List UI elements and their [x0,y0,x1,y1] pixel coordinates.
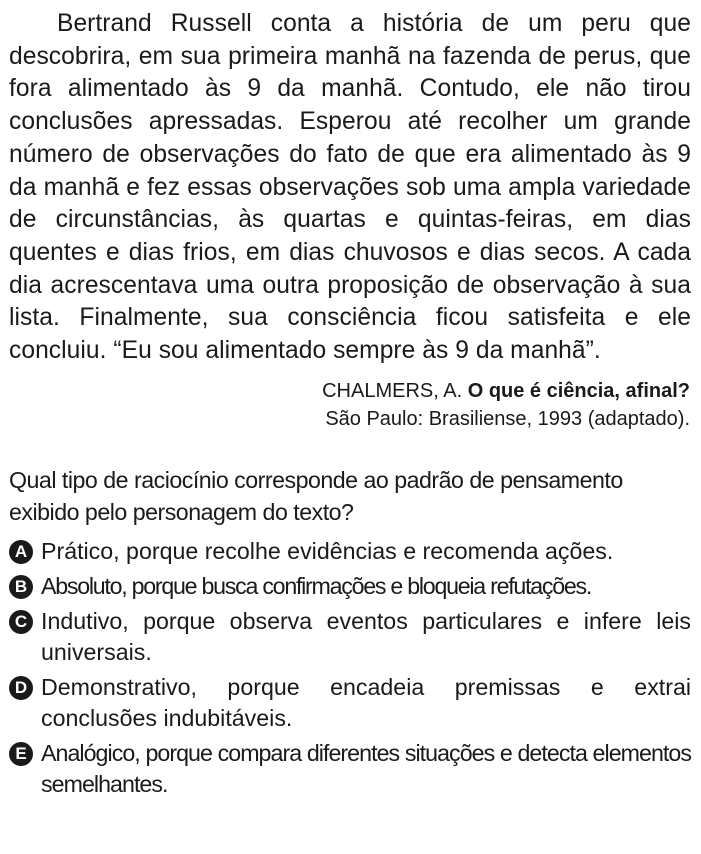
citation-title: O que é ciência, afinal? [467,379,690,402]
option-d[interactable] [9,672,691,734]
option-d-text: Demonstrativo, porque encadeia premissas e extrai conclusões indubitáveis. [41,673,691,731]
option-a-letter-badge: A [9,540,33,564]
question-text: Qual tipo de raciocínio corresponde ao padrão de pensamento exibido pelo personagem do texto? [9,466,623,525]
option-e-text: Analógico, porque compara diferentes situações e detecta elementos semelhantes. [41,739,691,797]
citation-author: CHALMERS, A. [322,379,463,402]
option-c-letter-badge: C [9,610,33,634]
option-e[interactable] [9,738,691,800]
option-c[interactable] [9,606,691,668]
option-b-letter-badge: B [9,575,33,599]
citation-publisher: São Paulo: Brasiliense, 1993 (adaptado). [325,407,690,430]
option-b-text: Absoluto, porque busca confirmações e bloqueia refutações. [41,572,592,599]
option-b[interactable] [9,571,691,602]
answer-options [9,536,691,800]
option-d-letter-badge: D [9,676,33,700]
option-e-letter-badge: E [9,742,33,766]
option-c-text: Indutivo, porque observa eventos particulares e infere leis universais. [41,607,691,665]
passage-text: Bertrand Russell conta a história de um peru que descobrira, em sua primeira manhã na fazenda de perus, que fora alimentado às 9 da manhã. Contudo, ele não tirou conclusões apressadas. Esperou até recolher um grande número de observações do fato de que era alimentado às 9 da manhã e fez essas observações sob uma ampla variedade de circunstâncias, às quartas e quintas-feiras, em dias quentes e dias frios, em dias chuvosos e dias secos. A cada dia acrescentava uma outra proposição de observação à sua lista. Finalmente, sua consciência ficou satisfeita e ele concluiu. “Eu sou alimentado sempre às 9 da manhã”. [9,10,691,365]
option-a-text: Prático, porque recolhe evidências e recomenda ações. [41,537,614,564]
option-a[interactable] [9,536,691,567]
citation-line-1 [9,377,690,405]
source-citation [9,377,690,433]
